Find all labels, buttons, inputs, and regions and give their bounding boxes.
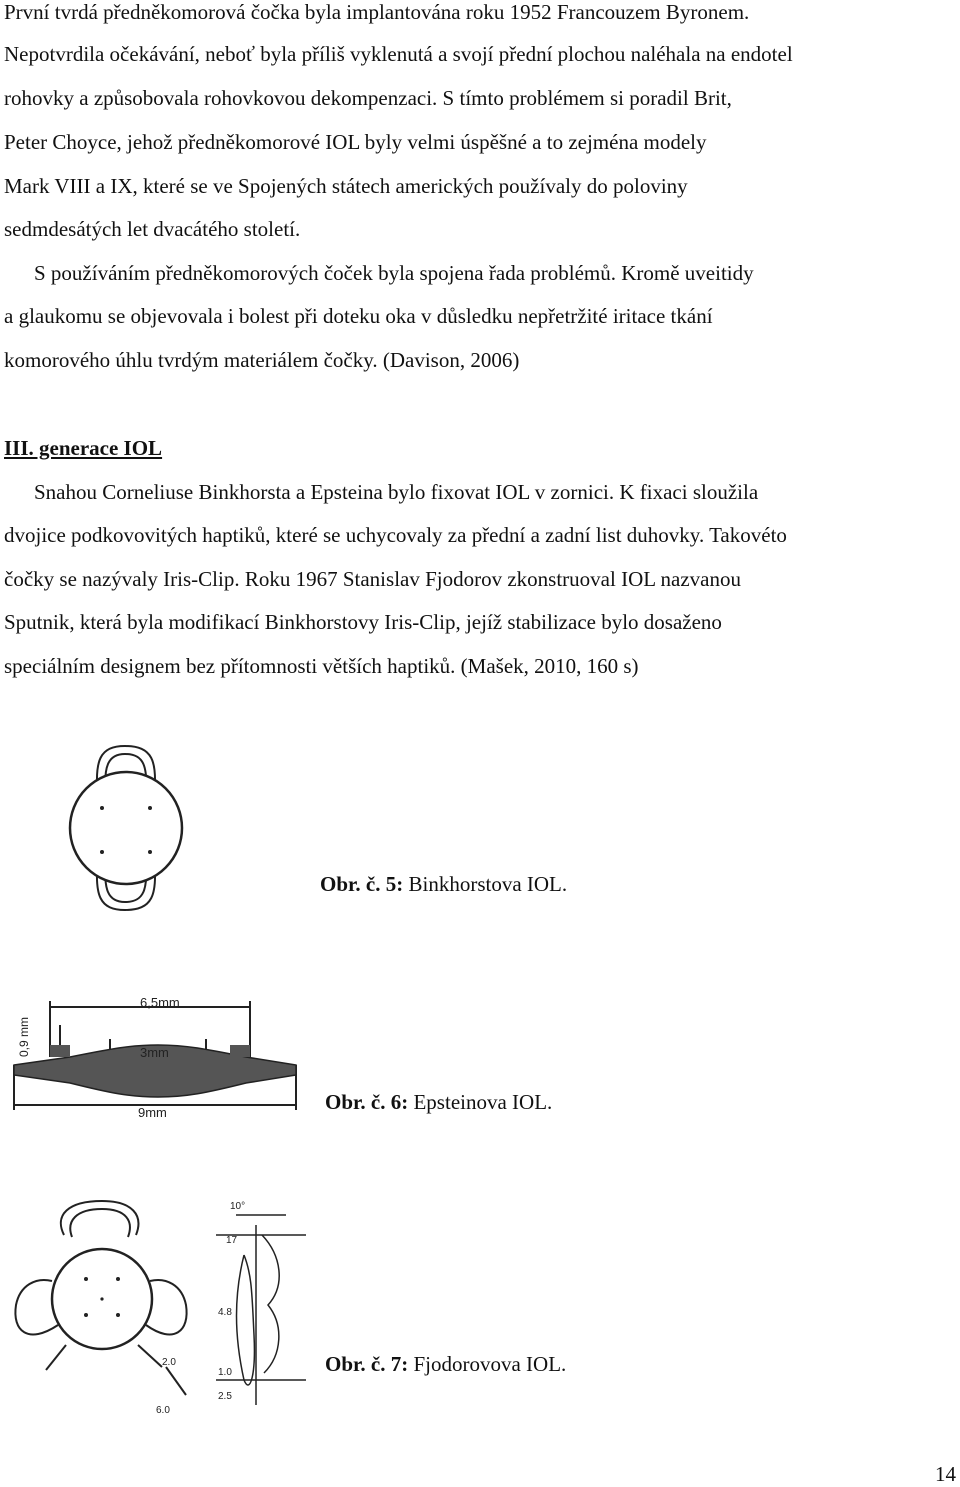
text-line: komorového úhlu tvrdým materiálem čočky. (Davison, 2006)	[4, 348, 520, 372]
section-heading: III. generace IOL	[4, 436, 163, 460]
dimension-label: 6,5mm	[140, 995, 180, 1010]
dimension-label: 0,9 mm	[17, 1016, 31, 1057]
dimension-label: 2.5	[218, 1391, 232, 1402]
text-line: Peter Choyce, jehož předněkomorové IOL byly velmi úspěšné a to zejména modely	[4, 130, 707, 154]
figure-title: Binkhorstova IOL.	[403, 872, 568, 896]
text-line: speciálním designem bez přítomnosti větších haptiků. (Mašek, 2010, 160 s)	[4, 654, 639, 678]
text-line: dvojice podkovovitých haptiků, které se uchycovaly za přední a zadní list duhovky. Takovéto	[4, 523, 787, 547]
figure-caption	[325, 1352, 566, 1377]
text-line: Snahou Corneliuse Binkhorsta a Epsteina bylo fixovat IOL v zornici. K fixaci sloužila	[34, 480, 759, 504]
binkhorst-lens-figure	[60, 740, 200, 915]
dimension-label: 10°	[230, 1201, 246, 1212]
text-line: Mark VIII a IX, které se ve Spojených státech amerických používaly do poloviny	[4, 174, 688, 198]
text-line: rohovky a způsobovala rohovkovou dekompenzaci. S tímto problémem si poradil Brit,	[4, 86, 732, 110]
dimension-label: 4.8	[218, 1307, 232, 1318]
dimension-label: 1.0	[218, 1367, 232, 1378]
figure-title: Fjodorovova IOL.	[408, 1352, 567, 1376]
text-line: a glaukomu se objevovala i bolest při doteku oka v důsledku nepřetržité iritace tkání	[4, 304, 713, 328]
figure-label: Obr. č. 5:	[320, 872, 404, 896]
dimension-label: 3mm	[140, 1045, 169, 1060]
fjodorov-lens-figure	[6, 1195, 316, 1425]
dimension-label: 9mm	[138, 1105, 167, 1120]
dimension-label: 2.0	[162, 1357, 176, 1368]
text-line: sedmdesátých let dvacátého století.	[4, 217, 301, 241]
figure-title: Epsteinova IOL.	[408, 1090, 553, 1114]
figure-label: Obr. č. 6:	[325, 1090, 409, 1114]
figure-label: Obr. č. 7:	[325, 1352, 409, 1376]
text-line: Sputnik, která byla modifikací Binkhorstovy Iris-Clip, jejíž stabilizace bylo dosaženo	[4, 610, 722, 634]
page-number: 14	[935, 1462, 956, 1486]
text-line: Nepotvrdila očekávání, neboť byla příliš vyklenutá a svojí přední plochou naléhala na endotel	[4, 42, 793, 66]
epstein-lens-figure	[10, 995, 300, 1120]
text-line: První tvrdá předněkomorová čočka byla implantována roku 1952 Francouzem Byronem.	[4, 0, 750, 24]
dimension-label: 6.0	[156, 1405, 170, 1416]
text-line: S používáním předněkomorových čoček byla spojena řada problémů. Kromě uveitidy	[34, 261, 754, 285]
dimension-label: 17	[226, 1235, 238, 1246]
figure-caption	[320, 872, 567, 897]
text-line: čočky se nazývaly Iris-Clip. Roku 1967 Stanislav Fjodorov zkonstruoval IOL nazvanou	[4, 567, 741, 591]
figure-caption	[325, 1090, 552, 1115]
